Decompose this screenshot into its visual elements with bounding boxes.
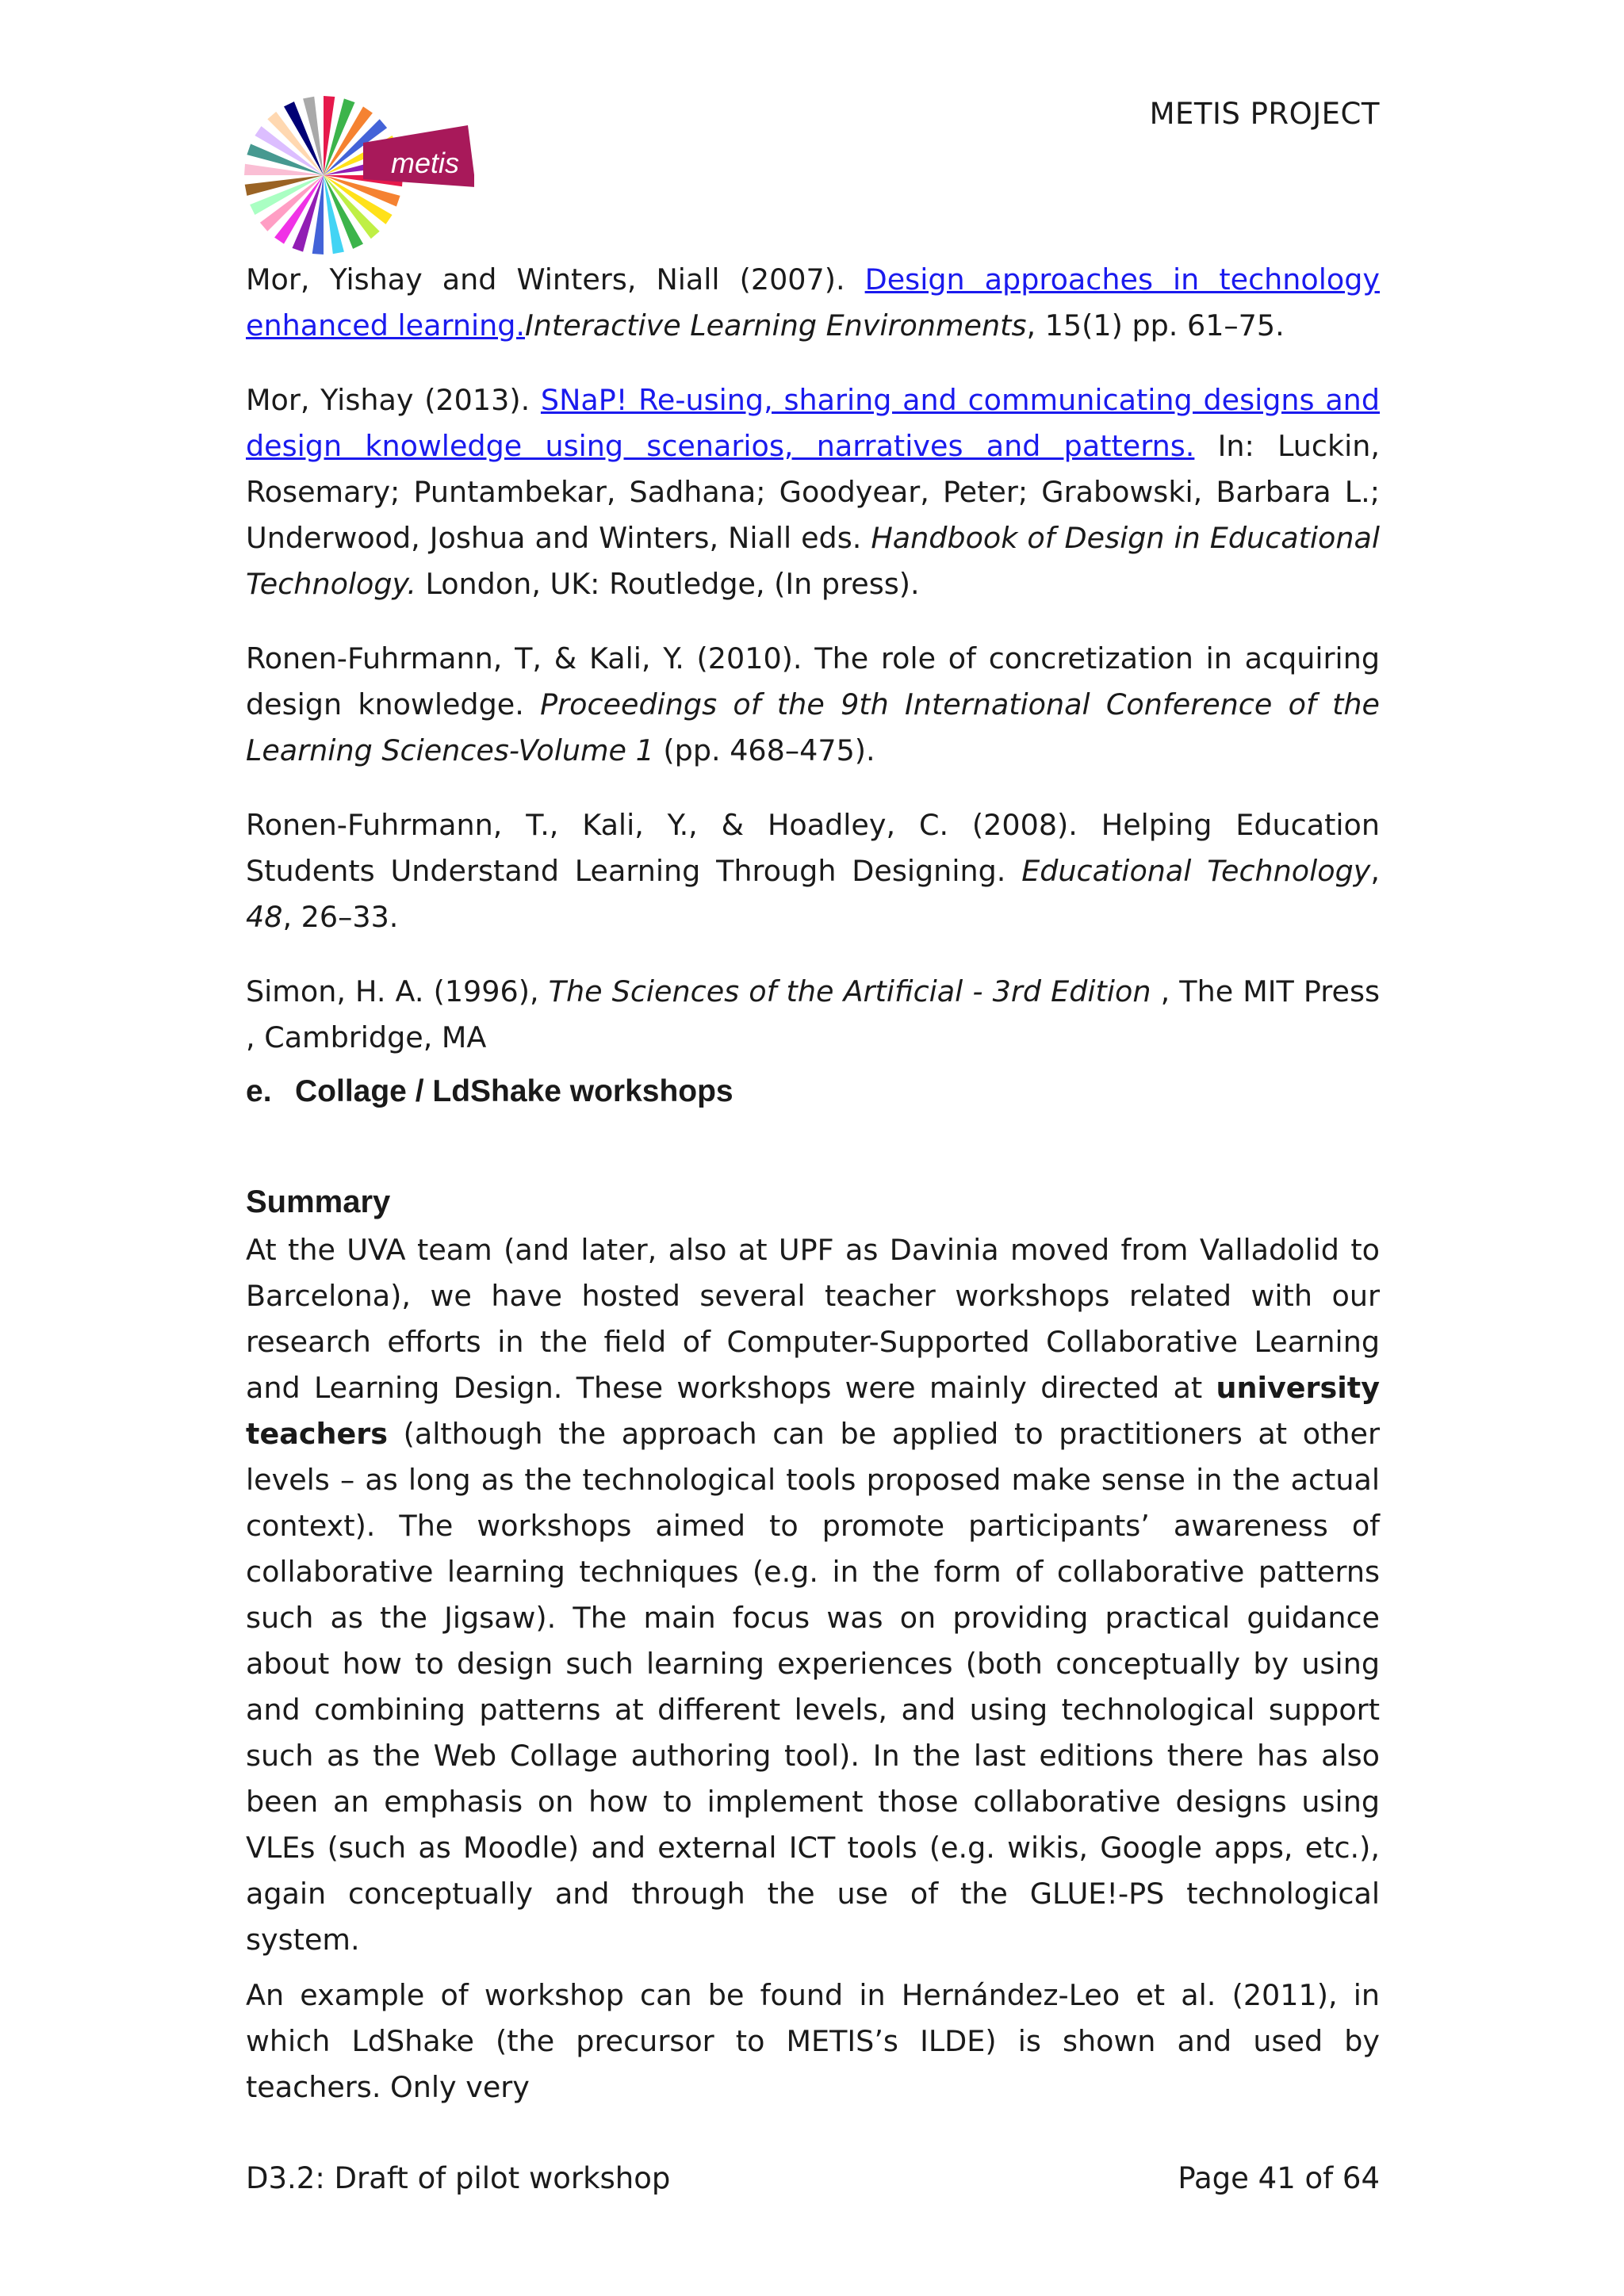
reference-item: Ronen-Fuhrmann, T., Kali, Y., & Hoadley, C. (2008). Helping Education Students Understand Learning Through Designing. Educational Technology, 48, 26–33.	[246, 808, 1380, 934]
footer-page-number: Page 41 of 64	[1178, 2161, 1380, 2195]
metis-logo	[244, 94, 474, 257]
footer-document-title: D3.2: Draft of pilot workshop	[246, 2161, 671, 2195]
summary-heading: Summary	[246, 1184, 391, 1219]
section-heading	[246, 1074, 733, 1109]
reference-item: Simon, H. A. (1996), The Sciences of the Artificial - 3rd Edition , The MIT Press , Cambridge, MA	[246, 974, 1380, 1054]
section-number: e.	[246, 1074, 272, 1108]
logo-ray	[244, 164, 324, 175]
logo-ray	[312, 175, 324, 254]
header-project-title: METIS PROJECT	[1149, 97, 1380, 131]
reference-item: Ronen-Fuhrmann, T, & Kali, Y. (2010). The role of concretization in acquiring design knowledge. Proceedings of the 9th International Conference of the Learning Sciences-Volume 1 (pp. 468–475).	[246, 641, 1380, 767]
logo-ray	[324, 96, 335, 175]
references-list	[246, 257, 1380, 1089]
reference-item: Mor, Yishay and Winters, Niall (2007). Design approaches in technology enhanced learning.Interactive Learning Environments, 15(1) pp. 61–75.	[246, 262, 1380, 342]
reference-link[interactable]: SNaP! Re-using, sharing and communicating designs and design knowledge using scenarios, narratives and patterns.	[246, 383, 1380, 463]
summary-paragraph: At the UVA team (and later, also at UPF as Davinia moved from Valladolid to Barcelona), we have hosted several teacher workshops related with our research efforts in the field of Computer-Supported Collaborative Learning and Learning Design. These workshops were mainly directed at university teachers (although the approach can be applied to practitioners at other levels – as long as the technological tools proposed make sense in the actual context). The workshops aimed to promote participants’ awareness of collaborative learning techniques (e.g. in the form of collaborative patterns such as the Jigsaw). The main focus was on providing practical guidance about how to design such learning experiences (both conceptually by using and combining patterns at different levels, and using technological support such as the Web Collage authoring tool). In the last editions there has also been an emphasis on how to implement those collaborative designs using VLEs (such as Moodle) and external ICT tools (e.g. wikis, Google apps, etc.), again conceptually and through the use of the GLUE!-PS technological system.	[246, 1233, 1380, 1957]
example-paragraph: An example of workshop can be found in Hernández-Leo et al. (2011), in which LdShake (the precursor to METIS’s ILDE) is shown and used by teachers. Only very	[246, 1978, 1380, 2104]
section-title: Collage / LdShake workshops	[295, 1074, 733, 1108]
logo-text: metis	[391, 147, 460, 179]
reference-link[interactable]: Design approaches in technology enhanced learning.	[246, 262, 1380, 342]
reference-item: Mor, Yishay (2013). SNaP! Re-using, sharing and communicating designs and design knowledge using scenarios, narratives and patterns. In: Luckin, Rosemary; Puntambekar, Sadhana; Goodyear, Peter; Grabowski, Barbara L.; Underwood, Joshua and Winters, Niall eds. Handbook of Design in Educational Technology. London, UK: Routledge, (In press).	[246, 383, 1380, 601]
